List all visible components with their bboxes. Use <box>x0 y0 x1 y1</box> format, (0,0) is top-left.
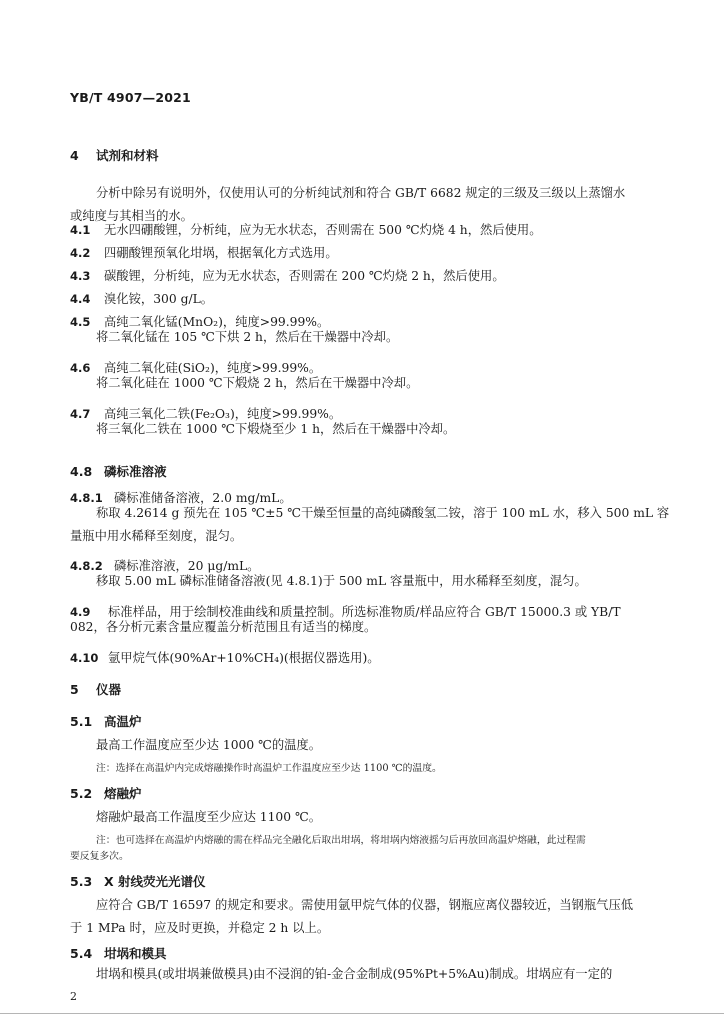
clause-text: 碳酸锂，分析纯，应为无水状态，否则需在 200 ℃灼烧 2 h，然后使用。 <box>104 269 505 283</box>
clause-number: 4.6 <box>70 361 91 375</box>
section-title: 试剂和材料 <box>96 148 159 163</box>
clause-4-8-1-body-line2: 量瓶中用水稀释至刻度，混匀。 <box>70 529 243 543</box>
subsection-number: 5.4 <box>70 946 93 961</box>
section-4-intro-line2: 或纯度与其相当的水。 <box>70 209 193 223</box>
clause-4-4 <box>70 289 213 309</box>
subsection-5-2-heading <box>70 784 142 802</box>
subsection-5-1-heading <box>70 712 142 730</box>
section-number: 5 <box>70 682 79 697</box>
clause-number: 4.8.1 <box>70 491 103 505</box>
clause-number: 4.7 <box>70 407 91 421</box>
subsection-number: 5.1 <box>70 714 93 729</box>
subsection-5-3-body-line1: 应符合 GB/T 16597 的规定和要求。需使用氩甲烷气体的仪器，钢瓶应离仪器较近，当钢瓶气压低 <box>96 898 634 912</box>
clause-text: 磷标准溶液，20 μg/mL。 <box>114 559 260 573</box>
subsection-5-3-heading <box>70 872 206 890</box>
clause-4-9-line2: 082，各分析元素含量应覆盖分析范围且有适当的梯度。 <box>70 620 377 634</box>
subsection-title: 坩埚和模具 <box>104 946 167 961</box>
subsection-number: 5.2 <box>70 786 93 801</box>
clause-text: 溴化铵，300 g/L。 <box>104 292 214 306</box>
subsection-4-8-heading <box>70 462 167 480</box>
clause-4-8-2-body: 移取 5.00 mL 磷标准储备溶液(见 4.8.1)于 500 mL 容量瓶中，用水稀释至刻度，混匀。 <box>96 574 587 588</box>
clause-4-1 <box>70 220 542 240</box>
standard-code: YB/T 4907—2021 <box>70 90 191 105</box>
clause-text: 四硼酸锂预氧化坩埚，根据氧化方式选用。 <box>104 246 338 260</box>
clause-number: 4.2 <box>70 246 91 260</box>
subsection-5-4-heading <box>70 944 167 962</box>
section-number: 4 <box>70 148 79 163</box>
subsection-title: 磷标准溶液 <box>104 464 167 479</box>
clause-number: 4.5 <box>70 315 91 329</box>
clause-4-5-body: 将二氧化锰在 105 ℃下烘 2 h，然后在干燥器中冷却。 <box>96 330 399 344</box>
clause-text: 高纯二氧化锰(MnO₂)，纯度>99.99%。 <box>104 315 330 329</box>
subsection-5-3-body-line2: 于 1 MPa 时，应及时更换，并稳定 2 h 以上。 <box>70 921 330 935</box>
clause-4-10 <box>70 648 380 668</box>
clause-number: 4.3 <box>70 269 91 283</box>
clause-4-6-body: 将二氧化硅在 1000 ℃下煅烧 2 h，然后在干燥器中冷却。 <box>96 376 419 390</box>
clause-number: 4.4 <box>70 292 91 306</box>
subsection-title: 熔融炉 <box>104 786 142 801</box>
subsection-5-1-note: 注：选择在高温炉内完成熔融操作时高温炉工作温度应至少达 1100 ℃的温度。 <box>96 763 442 774</box>
clause-text: 磷标准储备溶液，2.0 mg/mL。 <box>114 491 292 505</box>
subsection-5-2-note-line2: 要反复多次。 <box>70 851 129 862</box>
subsection-number: 4.8 <box>70 464 93 479</box>
subsection-title: 高温炉 <box>104 714 142 729</box>
clause-text: 高纯二氧化硅(SiO₂)，纯度>99.99%。 <box>104 361 322 375</box>
clause-text: 氩甲烷气体(90%Ar+10%CH₄)(根据仪器选用)。 <box>108 651 380 665</box>
section-title: 仪器 <box>96 682 122 697</box>
subsection-5-2-body: 熔融炉最高工作温度至少应达 1100 ℃。 <box>96 810 322 824</box>
clause-4-8-1-body-line1: 称取 4.2614 g 预先在 105 ℃±5 ℃干燥至恒量的高纯磷酸氢二铵，溶于 100 mL 水，移入 500 mL 容 <box>96 506 670 520</box>
clause-4-3 <box>70 266 505 286</box>
clause-4-2 <box>70 243 338 263</box>
section-4-heading <box>70 146 159 164</box>
subsection-5-2-note-line1: 注：也可选择在高温炉内熔融的需在样品完全融化后取出坩埚，将坩埚内熔液摇匀后再放回高温炉熔融，此过程需 <box>96 835 586 846</box>
subsection-5-1-body: 最高工作温度应至少达 1000 ℃的温度。 <box>96 738 322 752</box>
clause-text: 高纯三氧化二铁(Fe₂O₃)，纯度>99.99%。 <box>104 407 342 421</box>
section-4-intro-line1: 分析中除另有说明外，仅使用认可的分析纯试剂和符合 GB/T 6682 规定的三级及三级以上蒸馏水 <box>96 186 626 200</box>
section-5-heading <box>70 680 121 698</box>
subsection-number: 5.3 <box>70 874 93 889</box>
subsection-title: X 射线荧光光谱仪 <box>104 874 206 889</box>
page-number: 2 <box>70 990 77 1003</box>
page-bottom-rule <box>0 1013 724 1014</box>
clause-text: 标准样品，用于绘制校准曲线和质量控制。所选标准物质/样品应符合 GB/T 15000.3 或 YB/T <box>108 605 621 619</box>
clause-number: 4.10 <box>70 651 99 665</box>
clause-number: 4.8.2 <box>70 559 103 573</box>
clause-number: 4.1 <box>70 223 91 237</box>
clause-text: 无水四硼酸锂，分析纯，应为无水状态，否则需在 500 ℃灼烧 4 h，然后使用。 <box>104 223 542 237</box>
clause-number: 4.9 <box>70 605 91 619</box>
subsection-5-4-body-line1: 坩埚和模具(或坩埚兼做模具)由不浸润的铂-金合金制成(95%Pt+5%Au)制成。坩埚应有一定的 <box>96 967 613 981</box>
clause-4-7-body: 将三氧化二铁在 1000 ℃下煅烧至少 1 h，然后在干燥器中冷却。 <box>96 422 456 436</box>
